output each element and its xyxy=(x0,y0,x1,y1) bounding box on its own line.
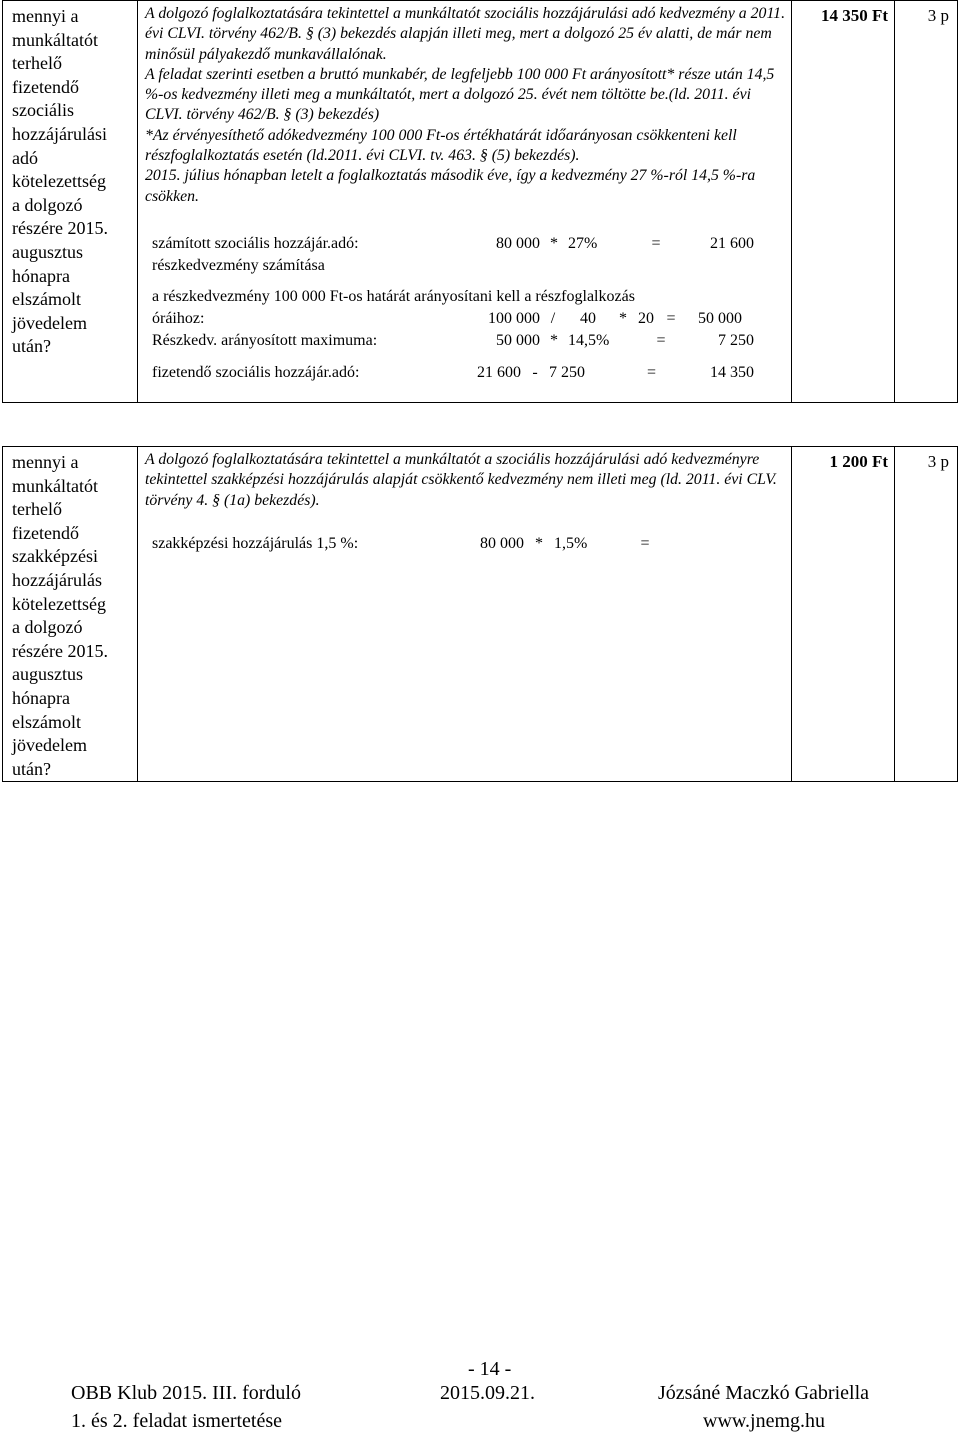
calc-row: fizetendő szociális hozzájár.adó: 21 600 - 7 250 = 14 350 xyxy=(152,363,754,381)
footer-task: 1. és 2. feladat ismertetése xyxy=(71,1410,283,1432)
task2-amount: 1 200 Ft xyxy=(792,447,895,782)
task1-solution xyxy=(138,1,792,403)
task2-para: A dolgozó foglalkoztatására tekintettel a munkáltatót a szociális hozzájárulási adó kedvezményre tekintettel szakképzési hozzájárulás alapját csökkentő kedvezmény nem illeti meg (ld. 2011. évi CLV. törvény 4. § (1a) bekezdés). xyxy=(145,451,777,509)
calc-row: Részkedv. arányosított maximuma: 50 000 * 14,5% = 7 250 xyxy=(152,331,754,349)
calc-row: számított szociális hozzájár.adó: 80 000 * 27% = 21 600 xyxy=(152,234,754,252)
task1-points: 3 p xyxy=(895,1,958,403)
task2-table xyxy=(2,446,958,782)
page-number: - 14 - xyxy=(468,1358,512,1380)
task1-calculation xyxy=(152,233,785,384)
task1-table xyxy=(2,0,958,403)
task1-para: A dolgozó foglalkoztatására tekintettel a munkáltatót szociális hozzájárulási adó kedvezmény a 2011. évi CLVI. törvény 462/B. § (3) bekezdés alapján illeti meg, mert a dolgozó 25 év alatti, de már nem minősül pályakezdő munkavállalónak. xyxy=(145,5,786,63)
footer-club: OBB Klub 2015. III. forduló xyxy=(71,1382,301,1404)
task1-para: A feladat szerinti esetben a bruttó munkabér, de legfeljebb 100 000 Ft arányosított* része után 14,5 %-os kedvezmény illeti meg a munkáltatót, mert a dolgozó 25. évét nem töltötte be.(ld. 2011. évi CLVI. törvény 462/B. § (3) bekezdés) xyxy=(145,65,775,124)
footer-author: Józsáné Maczkó Gabriella xyxy=(658,1382,870,1404)
task1-amount: 14 350 Ft xyxy=(792,1,895,403)
calc-row: részkedvezmény számítása xyxy=(152,256,325,274)
calc-row: a részkedvezmény 100 000 Ft-os határát arányosítani kell a részfoglalkozás xyxy=(152,287,635,305)
footer-date: 2015.09.21. xyxy=(440,1382,535,1404)
calc-row: óráihoz: 100 000 / 40 * 20 = 50 000 xyxy=(152,309,742,327)
calc-row: szakképzési hozzájárulás 1,5 %: 80 000 * 1,5% = xyxy=(152,534,650,552)
task2-solution xyxy=(138,447,792,782)
task1-para: 2015. július hónapban letelt a foglalkoztatás második éve, így a kedvezmény 27 %-ról 14,5 %-ra csökken. xyxy=(145,167,756,205)
task2-calculation xyxy=(152,533,785,555)
task2-question: mennyi a munkáltatót terhelő fizetendő szakképzési hozzájárulás kötelezettség a dolgozó részére 2015. augusztus hónapra elszámolt jövedelem után? xyxy=(3,447,138,782)
task2-points: 3 p xyxy=(895,447,958,782)
task1-question: mennyi a munkáltatót terhelő fizetendő szociális hozzájárulási adó kötelezettség a dolgozó részére 2015. augusztus hónapra elszámolt jövedelem után? xyxy=(3,1,138,403)
footer-website: www.jnemg.hu xyxy=(703,1410,826,1432)
task1-para: *Az érvényesíthető adókedvezmény 100 000 Ft-os értékhatárát időarányosan csökkenteni kell részfoglalkoztatás esetén (ld.2011. évi CLVI. tv. 463. § (5) bekezdés). xyxy=(145,126,737,165)
